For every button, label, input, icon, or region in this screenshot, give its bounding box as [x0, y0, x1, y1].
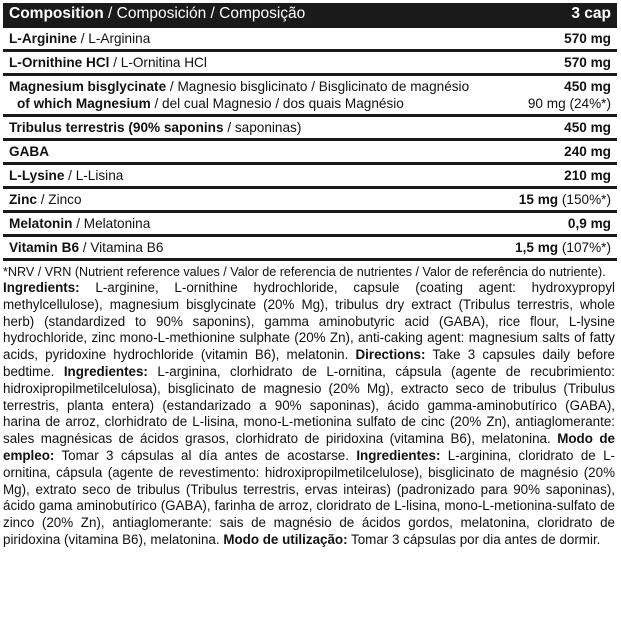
- ingredient-translation: / L-Lisina: [64, 168, 124, 183]
- ingredient-name: Magnesium bisglycinate: [9, 79, 167, 94]
- en-ingredients-label: Ingredients:: [3, 280, 80, 295]
- composition-table: [3, 3, 617, 261]
- pt-ingredients-text: L-arginina, cloridrato de L-ornitina, cápsula (agente de revestimento: hidroxipropilmetilcelulose), bisglicinato de magnésio (20% Mg), extrato seco de tribulus (Tribulus terrestris, ervas inteiras) (padronizado para 90% saponinas), ácido gama aminobutírico (GABA), farinha de arroz, cloridrato de L-lisina, mono-L-metionina-sulfato de zinco (20% Zn), antiaglomerante: sais de magnésio de ácidos gordos, melatonina, cloridrato de piridoxina (vitamina B6), melatonina.: [3, 447, 615, 547]
- ingredient-name: Vitamin B6: [9, 240, 80, 255]
- en-ingredients-text: L-arginine, L-ornithine hydrochloride, capsule (coating agent: hydroxypropyl methylcellulose), magnesium bisglycinate (20% Mg), tribulus dry extract (Tribulus terrestris, whole herb) (standardized to 90% saponins), gamma aminobutyric acid (GABA), rice flour, L-lysine hydrochloride, zinc mono-L-methionine sulphate (20% Zn), anti-caking agent: magnesium salts of fatty acids, pyridoxine hydrochloride (vitamin B6), melatonin.: [3, 280, 615, 363]
- table-row: [3, 164, 617, 188]
- es-directions-text: Tomar 3 cápsulas al día antes de acostarse.: [54, 447, 357, 463]
- ingredient-name: L-Ornithine HCl: [9, 55, 110, 70]
- table-row: [3, 188, 617, 212]
- en-directions-label: Directions:: [355, 347, 426, 363]
- ingredient-amount: 570 mg: [503, 51, 617, 75]
- ingredient-name: L-Arginine: [9, 31, 77, 46]
- sub-ingredient-translation: / del cual Magnesio / dos quais Magnésio: [150, 96, 404, 111]
- nrv-percent: (24%*): [569, 96, 611, 111]
- ingredient-name: Tribulus terrestris (90% saponins: [9, 120, 224, 135]
- table-row: [3, 28, 617, 51]
- ingredient-amount: 210 mg: [503, 164, 617, 188]
- ingredient-translation: / Magnesio bisglicinato / Bisglicinato de magnésio: [166, 79, 470, 94]
- table-row: [3, 140, 617, 164]
- ingredient-amount: 570 mg: [503, 28, 617, 51]
- es-ingredients-label: Ingredientes:: [63, 363, 148, 379]
- pt-directions-text: Tomar 3 cápsulas por dia antes de dormir.: [347, 531, 601, 547]
- supplement-label: [3, 3, 617, 549]
- pt-ingredients-label: Ingredientes:: [356, 447, 441, 463]
- ingredient-translation: / Melatonina: [72, 216, 151, 231]
- table-header: [3, 3, 617, 28]
- es-ingredients-text: L-arginina, clorhidrato de L-ornitina, cápsula (agente de recubrimiento: hidroxipropilmetilcelulosa), bisglicinato de magnesio (20% Mg), extracto seco de tribulus (Tribulus terrestris, planta entera) (estandarizado a 90% saponinas), ácido gamma-aminobutírico (GABA), harina de arroz, clorhidrato de L-lisina, mono-L-metionina sulfato de cinc (20% Zn), antiaglomerante: sales magnésicas de ácidos grasos, clorhidrato de piridoxina (vitamina B6), melatonina.: [3, 363, 615, 447]
- ingredient-translation: / saponinas): [223, 120, 302, 135]
- ingredient-name: GABA: [9, 144, 50, 159]
- label-notes: [3, 264, 617, 549]
- header-serving: 3 cap: [503, 3, 617, 28]
- ingredient-translation: / L-Arginina: [76, 31, 151, 46]
- ingredient-translation: / L-Ornitina HCl: [109, 55, 207, 70]
- header-title-bold: Composition: [9, 5, 104, 22]
- table-row: [3, 75, 617, 116]
- ingredient-amount: 240 mg: [503, 140, 617, 164]
- ingredient-amount: 15 mg: [518, 192, 559, 207]
- sub-ingredient-amount: 90 mg: [527, 96, 566, 111]
- en-directions-text: Take 3 capsules daily before bedtime.: [3, 347, 615, 379]
- nrv-percent: (150%*): [561, 192, 611, 207]
- header-title: [3, 3, 503, 28]
- ingredient-translation: / Zinco: [36, 192, 82, 207]
- table-row: [3, 51, 617, 75]
- table-row: [3, 236, 617, 260]
- table-row: [3, 212, 617, 236]
- ingredient-translation: / Vitamina B6: [79, 240, 164, 255]
- nrv-footnote: *NRV / VRN (Nutrient reference values / Valor de referencia de nutrientes / Valor de referência do nutriente).: [3, 265, 606, 279]
- table-row: [3, 116, 617, 140]
- ingredient-amount: 1,5 mg: [515, 240, 559, 255]
- nrv-percent: (107%*): [561, 240, 611, 255]
- ingredient-name: L-Lysine: [9, 168, 65, 183]
- ingredient-name: Zinc: [9, 192, 37, 207]
- ingredient-amount: 0,9 mg: [503, 212, 617, 236]
- ingredients-text: [3, 280, 615, 549]
- ingredient-amount: 450 mg: [503, 116, 617, 140]
- ingredient-amount: 450 mg: [564, 79, 611, 94]
- es-directions-label: Modo de empleo:: [3, 431, 615, 463]
- pt-directions-label: Modo de utilização:: [223, 531, 348, 547]
- header-title-rest: / Composición / Composição: [103, 5, 306, 22]
- ingredient-name: Melatonin: [9, 216, 73, 231]
- sub-ingredient-name: of which Magnesium: [17, 96, 151, 111]
